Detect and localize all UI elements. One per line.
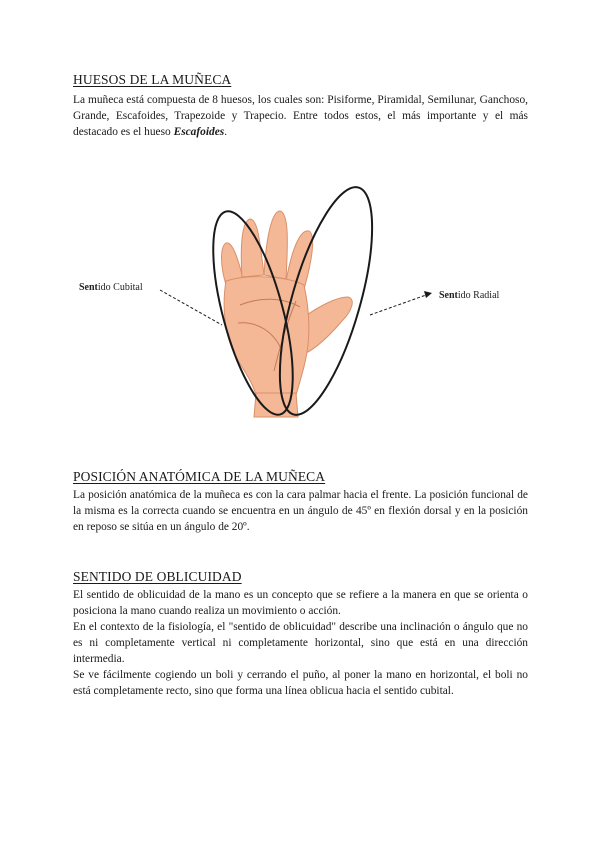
emphasis-escafoides: Escafoides <box>173 126 225 139</box>
paragraph-huesos <box>73 92 528 141</box>
hand-figure <box>60 185 540 430</box>
ulnar-pointer-line <box>160 290 222 325</box>
paragraph-huesos-text: La muñeca está compuesta de 8 huesos, los cuales son: Pisiforme, Piramidal, Semilunar, Ganchoso, Grande, Escafoides, Trapezoide y Trapecio. Entre todos estos, el más importante y el más destacado es el hueso <box>73 94 528 139</box>
radial-pointer-line <box>370 295 426 315</box>
hand-illustration <box>60 185 540 430</box>
thumb <box>304 297 352 353</box>
paragraph-huesos-end: . <box>224 126 228 139</box>
section-title-oblicuidad: SENTIDO DE OBLICUIDAD <box>73 569 242 584</box>
palm <box>224 277 309 395</box>
middle-finger <box>264 211 287 279</box>
paragraph-posicion: La posición anatómica de la muñeca es con la cara palmar hacia el frente. La posición funcional de la misma es la correcta cuando se encuentra en un ángulo de 45º en flexión dorsal y en la posición en reposo se sitúa en un ángulo de 20º. <box>73 489 528 534</box>
section-title-huesos: HUESOS DE LA MUÑECA <box>73 72 232 87</box>
label-sentido-radial: Sentido Radial <box>439 290 500 301</box>
paragraph-oblicuidad-2: En el contexto de la fisiología, el "sentido de oblicuidad" describe una inclinación o ángulo que no es ni completamente vertical ni completamente horizontal, sino que está en una dirección intermedia. <box>73 621 528 666</box>
section-title-posicion: POSICIÓN ANATÓMICA DE LA MUÑECA <box>73 469 326 484</box>
paragraph-oblicuidad-3: Se ve fácilmente cogiendo un boli y cerrando el puño, al poner la mano en horizontal, el boli no está completamente recto, sino que forma una línea oblicua hacia el sentido cubital. <box>73 669 528 698</box>
label-sentido-cubital: Sentido Cubital <box>79 282 143 293</box>
paragraph-oblicuidad-1: El sentido de oblicuidad de la mano es un concepto que se refiere a la manera en que se orienta o posiciona la mano cuando realiza un movimiento o acción. <box>73 589 528 618</box>
radial-arrowhead <box>424 291 432 298</box>
